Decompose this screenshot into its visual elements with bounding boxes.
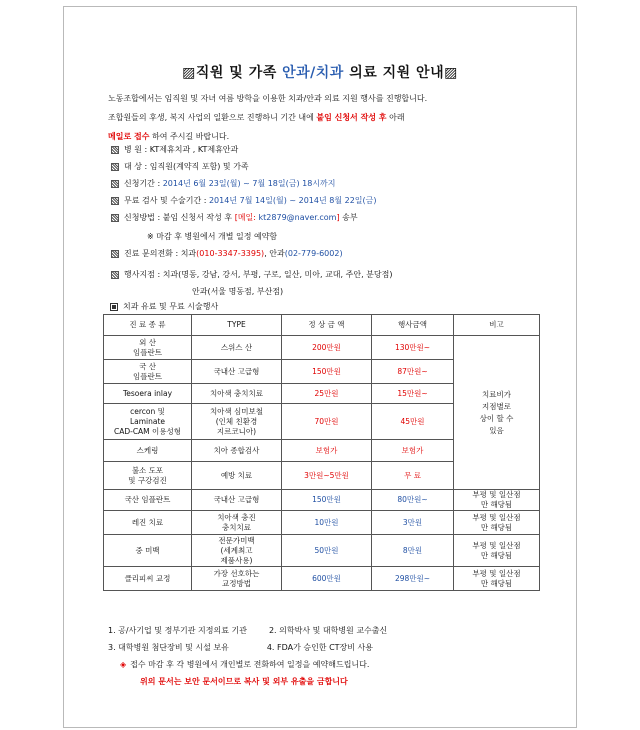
email-link[interactable]: kt2879@naver.com [258,213,337,222]
hatched-square-icon [111,250,119,258]
cell-note: 부평 및 일산점 만 해당됨 [454,567,540,591]
table-row [104,567,540,591]
cell-type: 가장 선호하는 교정방법 [192,567,282,591]
intro-line-2: 조합원들의 후생, 복지 사업의 일환으로 진행하니 기간 내에 붙임 신청서 작성 후 아래 [108,113,405,122]
cell-note-merged: 치료비가 지점별로 상이 할 수 있음 [454,336,540,490]
item-branches-eye: 안과(서울 명동점, 부산점) [192,287,284,296]
cell-normal-price: 10만원 [282,511,372,535]
table-row [104,511,540,535]
item-contact: 진료 문의전화 : 치과(010-3347-3395), 안과(02-779-6002) [111,248,343,259]
cell-type: 스위스 산 [192,336,282,360]
cell-event-price: 45만원 [372,404,454,440]
hatched-square-icon [111,214,119,222]
table-row [104,535,540,567]
cell-event-price: 보험가 [372,440,454,462]
header-event-price: 행사금액 [372,315,454,336]
treatment-table [103,314,540,591]
hatched-square-icon [111,163,119,171]
cell-type: 치아색 충진 충치치료 [192,511,282,535]
item-exam: 무료 검사 및 수술기간 : 2014년 7월 14일(월) ~ 2014년 8월 22일(금) [111,195,377,206]
cell-normal-price: 200만원 [282,336,372,360]
cell-note: 부평 및 일산점 만 해당됨 [454,511,540,535]
cell-normal-price: 600만원 [282,567,372,591]
cell-kind: Tesoera inlay [104,384,192,404]
footer-line-2: 3. 대학병원 첨단장비 및 시설 보유 4. FDA가 승인한 CT장비 사용 [108,643,374,652]
cell-kind: 외 산 임플란트 [104,336,192,360]
cell-event-price: 298만원~ [372,567,454,591]
diamond-icon: ◈ [120,660,127,669]
intro-line-3: 메일로 접수 하여 주시길 바랍니다. [108,132,230,141]
page-title: ▨직원 및 가족 안과/치과 의료 지원 안내▨ [182,65,458,81]
cell-event-price: 15만원~ [372,384,454,404]
item-method: 신청방법 : 붙임 신청서 작성 후 [메일: kt2879@naver.com] 송부 [111,212,358,223]
cell-type: 예방 치료 [192,462,282,490]
item-branches: 행사지점 : 치과(명동, 강남, 강서, 부평, 구로, 일산, 미아, 교대, 주안, 분당점) [111,269,392,280]
cell-event-price: 무 료 [372,462,454,490]
cell-type: 치아 종합검사 [192,440,282,462]
table-row [104,336,540,360]
table-row [104,490,540,511]
cell-kind: 클리피씨 교정 [104,567,192,591]
cell-type: 전문가미백 (세계최고 제품사용) [192,535,282,567]
table-header-row [104,315,540,336]
footer-line-1: 1. 공/사기업 및 정부기관 지정의료 기관 2. 의학박사 및 대학병원 교수출신 [108,626,388,635]
item-target: 대 상 : 임직원(계약직 포함) 및 가족 [111,161,249,172]
item-period: 신청기간 : 2014년 6월 23일(월) ~ 7월 18일(금) 18시까지 [111,178,336,189]
cell-kind: 중 미백 [104,535,192,567]
cell-kind: 레진 치료 [104,511,192,535]
header-kind: 진 료 종 류 [104,315,192,336]
cell-kind: 국 산 임플란트 [104,360,192,384]
cell-event-price: 8만원 [372,535,454,567]
cell-normal-price: 150만원 [282,490,372,511]
header-type: TYPE [192,315,282,336]
cell-kind: 불소 도포 및 구강검진 [104,462,192,490]
cell-type: 치아색 심미보철 (인체 친환경 지르코니아) [192,404,282,440]
cell-kind: 스케링 [104,440,192,462]
hatched-square-icon [111,271,119,279]
header-note: 비고 [454,315,540,336]
header-normal-price: 정 상 금 액 [282,315,372,336]
cell-note: 부평 및 일산점 만 해당됨 [454,535,540,567]
cell-event-price: 87만원~ [372,360,454,384]
cell-kind: 국산 임플란트 [104,490,192,511]
cell-normal-price: 50만원 [282,535,372,567]
cell-normal-price: 150만원 [282,360,372,384]
item-note: ※ 마감 후 병원에서 개별 일정 예약함 [147,232,278,241]
table-title: 치과 유료 및 무료 시술행사 [110,301,218,312]
cell-note: 부평 및 일산점 만 해당됨 [454,490,540,511]
cell-event-price: 80만원~ [372,490,454,511]
hatched-square-icon [111,180,119,188]
hatched-square-icon [111,197,119,205]
cell-type: 국내산 고급형 [192,490,282,511]
filled-square-icon [110,303,118,311]
cell-normal-price: 25만원 [282,384,372,404]
intro-line-1: 노동조합에서는 임직원 및 자녀 여름 방학을 이용한 치과/안과 의료 지원 행사를 진행합니다. [108,94,428,103]
cell-normal-price: 3만원~5만원 [282,462,372,490]
intro-paragraph [108,89,548,146]
cell-normal-price: 보험가 [282,440,372,462]
cell-kind: cercon 및 Laminate CAD-CAM 이용성형 [104,404,192,440]
cell-event-price: 130만원~ [372,336,454,360]
cell-type: 치아색 충치치료 [192,384,282,404]
footer-notice: ◈ 접수 마감 후 각 병원에서 개인별로 전화하여 일정을 예약해드립니다. [120,660,370,669]
hatched-square-icon [111,146,119,154]
cell-type: 국내산 고급형 [192,360,282,384]
item-hospital: 병 원 : KT제휴치과 , KT제휴안과 [111,144,238,155]
cell-event-price: 3만원 [372,511,454,535]
document-page [63,6,577,728]
cell-normal-price: 70만원 [282,404,372,440]
security-notice: 위의 문서는 보안 문서이므로 복사 및 외부 유출을 금합니다 [140,677,348,686]
